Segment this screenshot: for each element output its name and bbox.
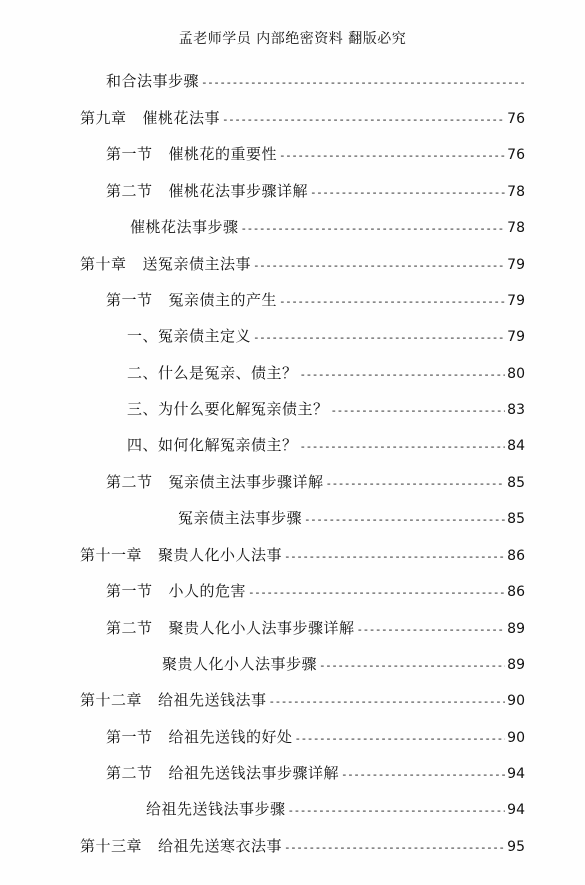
- toc-entry-section: [106, 143, 525, 165]
- toc-title: 给祖先送寒衣法事: [158, 837, 283, 855]
- toc-entry-sub: [127, 434, 525, 456]
- toc-page-number: 78: [507, 220, 525, 236]
- toc-title: 送冤亲债主法事: [142, 255, 252, 273]
- toc-leader: [326, 473, 506, 495]
- toc-entry-section: [106, 471, 525, 493]
- toc-leader: [241, 218, 506, 240]
- toc-entry-chapter: [80, 107, 525, 129]
- toc-title: 一、冤亲债主定义: [127, 327, 252, 345]
- toc-title: 冤亲债主法事步骤详解: [168, 473, 324, 491]
- toc-section-number: 第一节: [106, 728, 153, 746]
- toc-leader: [357, 619, 506, 641]
- toc-title: 给祖先送钱法事步骤详解: [168, 764, 340, 782]
- toc-leader: [319, 655, 505, 677]
- toc-leader: [222, 109, 505, 131]
- toc-entry-sub: [130, 216, 525, 238]
- toc-leader: [279, 291, 505, 313]
- toc-page-number: 80: [507, 366, 525, 382]
- toc-chapter-number: 第十二章: [80, 691, 143, 709]
- toc-page-number: 76: [507, 111, 525, 127]
- toc-leader: [341, 764, 505, 786]
- toc-leader: [300, 364, 506, 386]
- toc-page-number: 79: [507, 293, 525, 309]
- toc-title: 给祖先送钱的好处: [168, 728, 293, 746]
- toc-page-number: 76: [507, 147, 525, 163]
- toc-leader: [310, 182, 505, 204]
- toc-title: 冤亲债主法事步骤: [178, 509, 303, 527]
- toc-section-number: 第二节: [106, 619, 153, 637]
- toc-entry: [106, 70, 526, 92]
- toc-leader: [300, 436, 506, 458]
- toc-section-number: 第一节: [106, 582, 153, 600]
- toc-leader: [279, 145, 505, 167]
- toc-title: 和合法事步骤: [106, 72, 200, 90]
- toc-entry-section: [106, 580, 525, 602]
- toc-page-number: 86: [507, 548, 525, 564]
- toc-title: 小人的危害: [168, 582, 247, 600]
- toc-entry-chapter: [80, 689, 525, 711]
- toc-title: 聚贵人化小人法事步骤详解: [168, 619, 355, 637]
- toc-section-number: 第二节: [106, 473, 153, 491]
- toc-page-number: 89: [507, 657, 525, 673]
- toc-page-number: 95: [507, 839, 525, 855]
- toc-leader: [253, 255, 505, 277]
- toc-title: 给祖先送钱法事: [158, 691, 267, 709]
- toc-entry-sub: [127, 398, 525, 420]
- toc-section-number: 第一节: [106, 145, 153, 163]
- toc-leader: [248, 582, 505, 604]
- toc-section-number: 第二节: [106, 764, 153, 782]
- toc-page-number: 90: [507, 730, 525, 746]
- toc-leader: [284, 546, 505, 568]
- toc-title: 二、什么是冤亲、债主？: [127, 364, 298, 382]
- toc-entry-section: [106, 289, 525, 311]
- toc-page-number: 79: [507, 257, 525, 273]
- toc-page-number: 89: [507, 621, 525, 637]
- toc-page-number: 94: [507, 802, 525, 818]
- toc-leader: [253, 327, 505, 349]
- toc-page-number: 83: [507, 402, 525, 418]
- toc-leader: [284, 837, 505, 859]
- toc-entry-chapter: [80, 544, 525, 566]
- toc-title: 催桃花的重要性: [168, 145, 278, 163]
- toc-leader: [295, 728, 506, 750]
- toc-leader: [201, 72, 524, 94]
- toc-title: 催桃花法事步骤: [130, 218, 239, 236]
- toc-title: 三、为什么要化解冤亲债主？: [127, 400, 329, 418]
- toc-leader: [288, 800, 506, 822]
- toc-section-number: 第一节: [106, 291, 153, 309]
- toc-leader: [304, 509, 505, 531]
- toc-page-number: 78: [507, 184, 525, 200]
- toc-chapter-number: 第十三章: [80, 837, 143, 855]
- toc-chapter-number: 第十章: [80, 255, 127, 273]
- toc-entry-sub: [178, 507, 525, 529]
- toc-title: 催桃花法事步骤详解: [168, 182, 309, 200]
- toc-title: 催桃花法事: [142, 109, 221, 127]
- toc-page-number: 85: [507, 511, 525, 527]
- toc-entry-section: [106, 726, 525, 748]
- toc-entry-chapter: [80, 835, 525, 857]
- toc-title: 聚贵人化小人法事步骤: [162, 655, 318, 673]
- toc-entry-section: [106, 180, 525, 202]
- toc-entry-sub: [127, 325, 525, 347]
- page-header: 孟老师学员 内部绝密资料 翻版必究: [178, 31, 407, 47]
- toc-chapter-number: 第十一章: [80, 546, 143, 564]
- toc-title: 四、如何化解冤亲债主？: [127, 436, 298, 454]
- toc-entry-section: [106, 617, 525, 639]
- toc-page-number: 84: [507, 438, 525, 454]
- toc-leader: [269, 691, 506, 713]
- toc-page-number: 94: [507, 766, 525, 782]
- toc-section-number: 第二节: [106, 182, 153, 200]
- toc-entry-sub: [162, 653, 525, 675]
- toc-page-number: 85: [507, 475, 525, 491]
- toc-entry-sub: [146, 798, 525, 820]
- toc-title: 聚贵人化小人法事: [158, 546, 283, 564]
- toc-entry-sub: [127, 362, 525, 384]
- toc-chapter-number: 第九章: [80, 109, 127, 127]
- toc-page-number: 90: [507, 693, 525, 709]
- toc-title: 给祖先送钱法事步骤: [146, 800, 286, 818]
- toc-page-number: 86: [507, 584, 525, 600]
- toc-title: 冤亲债主的产生: [168, 291, 278, 309]
- toc-leader: [331, 400, 506, 422]
- toc-page-number: 79: [507, 329, 525, 345]
- toc-entry-section: [106, 762, 525, 784]
- toc-entry-chapter: [80, 253, 525, 275]
